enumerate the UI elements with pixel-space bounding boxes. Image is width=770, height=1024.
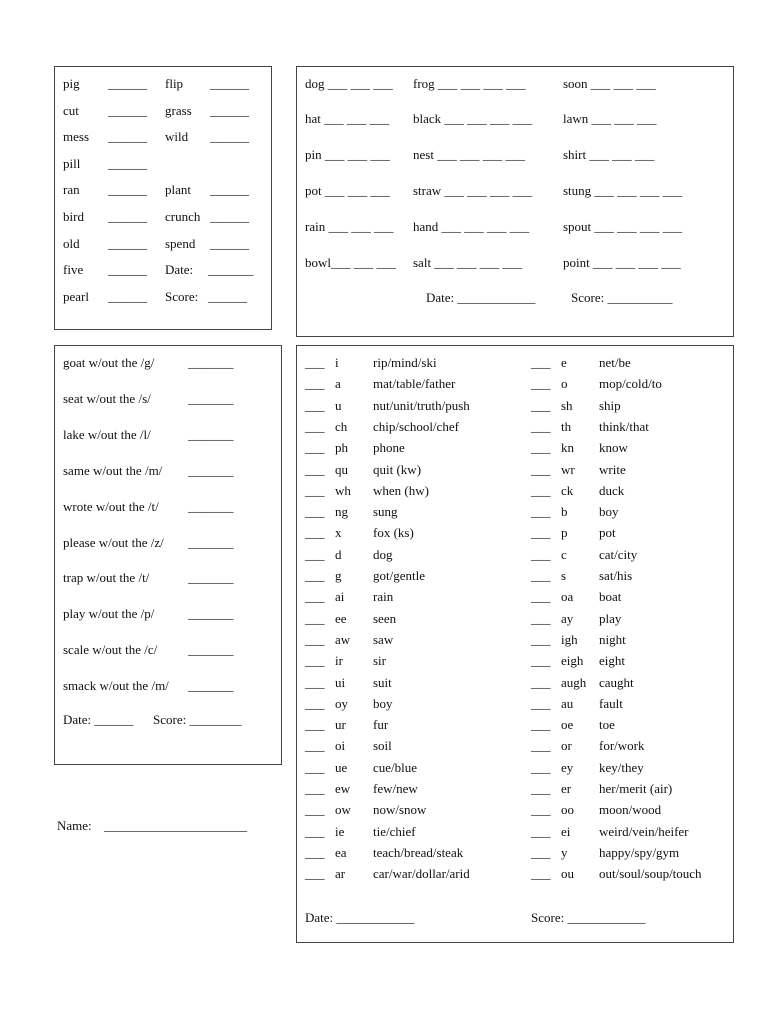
word-list-blank: ______: [108, 129, 147, 144]
phonics-blank: ___: [305, 398, 325, 413]
segment-item: pin ___ ___ ___: [305, 147, 390, 162]
segment-item: hand ___ ___ ___ ___: [413, 219, 530, 234]
phonics-pattern: s: [561, 568, 567, 583]
phonics-blank: ___: [531, 355, 551, 370]
phonics-blank: ___: [305, 632, 325, 647]
deletion-prompt: please w/out the /z/: [63, 535, 164, 550]
phonics-pattern: p: [561, 525, 568, 540]
phonics-blank: ___: [305, 675, 325, 690]
phonics-blank: ___: [531, 504, 551, 519]
phonics-pattern: ph: [335, 440, 348, 455]
phonics-pattern: ew: [335, 781, 351, 796]
deletion-prompt: lake w/out the /l/: [63, 427, 151, 442]
phonics-examples: boat: [599, 589, 622, 604]
phonics-examples: dog: [373, 547, 393, 562]
phonics-examples: car/war/dollar/arid: [373, 866, 470, 881]
phonics-blank: ___: [531, 462, 551, 477]
phonics-blank: ___: [531, 611, 551, 626]
deletion-blank: _______: [188, 427, 234, 442]
deletion-score: Score: ________: [153, 712, 242, 727]
name-label: Name:: [57, 818, 92, 833]
phonics-blank: ___: [305, 802, 325, 817]
segment-item: salt ___ ___ ___ ___: [413, 255, 523, 270]
phonics-examples: fur: [373, 717, 389, 732]
segment-item: straw ___ ___ ___ ___: [413, 183, 533, 198]
phonics-examples: cat/city: [599, 547, 638, 562]
phonics-examples: toe: [599, 717, 615, 732]
word-list-word: plant: [165, 182, 191, 197]
phonics-pattern: wr: [561, 462, 575, 477]
phonics-examples: moon/wood: [599, 802, 662, 817]
deletion-box: [54, 345, 282, 765]
phonics-pattern: oo: [561, 802, 574, 817]
phonics-pattern: oa: [561, 589, 574, 604]
phonics-blank: ___: [531, 696, 551, 711]
phonics-blank: ___: [305, 525, 325, 540]
phonics-pattern: ui: [335, 675, 346, 690]
phonics-blank: ___: [531, 398, 551, 413]
word-list-word: pig: [63, 76, 80, 91]
word-list-blank: ______: [210, 182, 249, 197]
segment-item: stung ___ ___ ___ ___: [563, 183, 683, 198]
phonics-blank: ___: [305, 653, 325, 668]
phonics-examples: net/be: [599, 355, 631, 370]
phonics-blank: ___: [305, 440, 325, 455]
phonics-examples: quit (kw): [373, 462, 422, 477]
word-list-blank: ______: [208, 289, 247, 304]
segment-item: spout ___ ___ ___ ___: [563, 219, 683, 234]
phonics-examples: ship: [599, 398, 621, 413]
word-list-blank: ______: [210, 129, 249, 144]
deletion-prompt: goat w/out the /g/: [63, 355, 155, 370]
phonics-examples: sat/his: [599, 568, 633, 583]
deletion-prompt: same w/out the /m/: [63, 463, 163, 478]
phonics-blank: ___: [305, 462, 325, 477]
phonics-pattern: ng: [335, 504, 348, 519]
deletion-prompt: trap w/out the /t/: [63, 570, 150, 585]
phonics-examples: seen: [373, 611, 397, 626]
phonics-examples: play: [599, 611, 622, 626]
deletion-blank: _______: [188, 391, 234, 406]
deletion-blank: _______: [188, 678, 234, 693]
phonics-blank: ___: [305, 419, 325, 434]
word-list-blank: ______: [108, 76, 147, 91]
phonics-pattern: oi: [335, 738, 346, 753]
phonics-blank: ___: [531, 717, 551, 732]
phonics-blank: ___: [531, 675, 551, 690]
phonics-blank: ___: [531, 781, 551, 796]
segment-item: nest ___ ___ ___ ___: [413, 147, 525, 162]
word-list-blank: ______: [108, 103, 147, 118]
name-blank: ______________________: [104, 818, 247, 833]
segment-item: frog ___ ___ ___ ___: [413, 76, 526, 91]
word-list-blank: ______: [108, 156, 147, 171]
phonics-pattern: aw: [335, 632, 351, 647]
deletion-prompt: smack w/out the /m/: [63, 678, 169, 693]
phonics-examples: pot: [599, 525, 616, 540]
phonics-blank: ___: [531, 483, 551, 498]
segment-item: point ___ ___ ___ ___: [563, 255, 681, 270]
segment-item: black ___ ___ ___ ___: [413, 111, 533, 126]
segment-item: shirt ___ ___ ___: [563, 147, 655, 162]
phonics-blank: ___: [305, 824, 325, 839]
phonics-pattern: oe: [561, 717, 574, 732]
phonics-pattern: ue: [335, 760, 348, 775]
word-list-word: crunch: [165, 209, 201, 224]
phonics-pattern: sh: [561, 398, 573, 413]
phonics-pattern: o: [561, 376, 568, 391]
phonics-pattern: ar: [335, 866, 346, 881]
deletion-prompt: scale w/out the /c/: [63, 642, 158, 657]
phonics-examples: sung: [373, 504, 398, 519]
phonics-pattern: ei: [561, 824, 571, 839]
phonics-examples: chip/school/chef: [373, 419, 459, 434]
phonics-pattern: ea: [335, 845, 347, 860]
phonics-pattern: ou: [561, 866, 574, 881]
word-list-word: ran: [63, 182, 80, 197]
phonics-examples: know: [599, 440, 628, 455]
phonics-blank: ___: [305, 611, 325, 626]
phonics-examples: few/new: [373, 781, 418, 796]
segment-score: Score: __________: [571, 290, 673, 305]
phonics-pattern: e: [561, 355, 567, 370]
phonics-blank: ___: [305, 589, 325, 604]
phonics-pattern: ur: [335, 717, 346, 732]
phonics-pattern: y: [561, 845, 568, 860]
phonics-pattern: u: [335, 398, 342, 413]
phonics-blank: ___: [531, 824, 551, 839]
deletion-blank: _______: [188, 606, 234, 621]
segment-item: rain ___ ___ ___: [305, 219, 394, 234]
phonics-pattern: or: [561, 738, 572, 753]
phonics-blank: ___: [531, 525, 551, 540]
phonics-examples: for/work: [599, 738, 645, 753]
word-list-word: mess: [63, 129, 89, 144]
phonics-pattern: ay: [561, 611, 574, 626]
phonics-blank: ___: [531, 440, 551, 455]
word-list-word: old: [63, 236, 80, 251]
phonics-pattern: i: [335, 355, 339, 370]
phonics-blank: ___: [531, 547, 551, 562]
phonics-pattern: ai: [335, 589, 345, 604]
word-list-blank: ______: [210, 76, 249, 91]
deletion-blank: _______: [188, 463, 234, 478]
phonics-blank: ___: [305, 781, 325, 796]
phonics-examples: got/gentle: [373, 568, 425, 583]
phonics-examples: eight: [599, 653, 625, 668]
deletion-blank: _______: [188, 570, 234, 585]
phonics-blank: ___: [305, 568, 325, 583]
word-list-blank: ______: [210, 236, 249, 251]
segment-item: hat ___ ___ ___: [305, 111, 390, 126]
deletion-blank: _______: [188, 642, 234, 657]
segment-item: soon ___ ___ ___: [563, 76, 656, 91]
word-list-word: pearl: [63, 289, 89, 304]
phonics-blank: ___: [531, 760, 551, 775]
phonics-blank: ___: [305, 866, 325, 881]
phonics-pattern: augh: [561, 675, 587, 690]
phonics-examples: mop/cold/to: [599, 376, 662, 391]
phonics-pattern: ir: [335, 653, 343, 668]
phonics-blank: ___: [305, 696, 325, 711]
phonics-examples: sir: [373, 653, 386, 668]
phonics-examples: suit: [373, 675, 392, 690]
word-list-blank: ______: [108, 262, 147, 277]
phonics-blank: ___: [305, 845, 325, 860]
phonics-pattern: th: [561, 419, 572, 434]
phonics-pattern: ch: [335, 419, 348, 434]
phonics-pattern: x: [335, 525, 342, 540]
phonics-pattern: d: [335, 547, 342, 562]
word-list-word: Score:: [165, 289, 199, 304]
deletion-blank: _______: [188, 355, 234, 370]
phonics-examples: write: [599, 462, 626, 477]
phonics-examples: key/they: [599, 760, 644, 775]
phonics-examples: fault: [599, 696, 623, 711]
phonics-pattern: a: [335, 376, 341, 391]
word-list-word: wild: [165, 129, 189, 144]
phonics-examples: rip/mind/ski: [373, 355, 437, 370]
word-list-word: Date:: [165, 262, 194, 277]
phonics-examples: weird/vein/heifer: [599, 824, 689, 839]
phonics-blank: ___: [305, 483, 325, 498]
phonics-examples: duck: [599, 483, 625, 498]
word-list-word: flip: [165, 76, 184, 91]
deletion-prompt: seat w/out the /s/: [63, 391, 151, 406]
phonics-pattern: g: [335, 568, 342, 583]
phonics-blank: ___: [531, 802, 551, 817]
phonics-blank: ___: [305, 738, 325, 753]
phonics-examples: cue/blue: [373, 760, 418, 775]
phonics-pattern: er: [561, 781, 572, 796]
phonics-examples: night: [599, 632, 626, 647]
phonics-examples: nut/unit/truth/push: [373, 398, 470, 413]
phonics-pattern: kn: [561, 440, 574, 455]
phonics-examples: fox (ks): [373, 525, 414, 540]
phonics-pattern: b: [561, 504, 568, 519]
word-list-blank: ______: [108, 182, 147, 197]
phonics-pattern: c: [561, 547, 567, 562]
phonics-examples: out/soul/soup/touch: [599, 866, 702, 881]
phonics-pattern: oy: [335, 696, 348, 711]
word-list-blank: ______: [108, 209, 147, 224]
phonics-examples: happy/spy/gym: [599, 845, 680, 860]
segment-item: pot ___ ___ ___: [305, 183, 390, 198]
phonics-blank: ___: [531, 653, 551, 668]
phonics-examples: her/merit (air): [599, 781, 673, 796]
phonics-blank: ___: [305, 717, 325, 732]
phonics-pattern: qu: [335, 462, 348, 477]
phonics-blank: ___: [305, 355, 325, 370]
word-list-word: grass: [165, 103, 192, 118]
phonics-blank: ___: [305, 376, 325, 391]
deletion-prompt: play w/out the /p/: [63, 606, 155, 621]
word-list-blank: ______: [108, 236, 147, 251]
phonics-pattern: ck: [561, 483, 574, 498]
phonics-examples: tie/chief: [373, 824, 416, 839]
deletion-blank: _______: [188, 499, 234, 514]
phonics-pattern: ey: [561, 760, 574, 775]
phonics-examples: soil: [373, 738, 392, 753]
phonics-blank: ___: [531, 738, 551, 753]
phonics-examples: now/snow: [373, 802, 427, 817]
phonics-pattern: igh: [561, 632, 578, 647]
phonics-examples: caught: [599, 675, 634, 690]
phonics-examples: rain: [373, 589, 394, 604]
segment-item: bowl___ ___ ___: [305, 255, 396, 270]
word-list-word: pill: [63, 156, 81, 171]
phonics-blank: ___: [305, 547, 325, 562]
phonics-blank: ___: [531, 568, 551, 583]
word-list-word: spend: [165, 236, 196, 251]
phonics-pattern: ee: [335, 611, 347, 626]
phonics-examples: phone: [373, 440, 405, 455]
phonics-date: Date: ____________: [305, 910, 415, 925]
word-list-word: five: [63, 262, 84, 277]
phonics-score: Score: ____________: [531, 910, 646, 925]
word-list-word: cut: [63, 103, 79, 118]
word-list-blank: ______: [210, 209, 249, 224]
phonics-pattern: ow: [335, 802, 351, 817]
deletion-blank: _______: [188, 535, 234, 550]
segment-date: Date: ____________: [426, 290, 536, 305]
segment-item: dog ___ ___ ___: [305, 76, 393, 91]
word-list-blank: _______: [208, 262, 254, 277]
phonics-examples: boy: [599, 504, 619, 519]
deletion-prompt: wrote w/out the /t/: [63, 499, 159, 514]
phonics-examples: when (hw): [373, 483, 429, 498]
segment-item: lawn ___ ___ ___: [563, 111, 657, 126]
phonics-blank: ___: [531, 589, 551, 604]
phonics-blank: ___: [305, 760, 325, 775]
phonics-blank: ___: [531, 632, 551, 647]
phonics-examples: teach/bread/steak: [373, 845, 464, 860]
deletion-date: Date: ______: [63, 712, 134, 727]
word-list-blank: ______: [108, 289, 147, 304]
phonics-examples: mat/table/father: [373, 376, 456, 391]
phonics-blank: ___: [531, 376, 551, 391]
phonics-blank: ___: [305, 504, 325, 519]
phonics-pattern: au: [561, 696, 574, 711]
phonics-blank: ___: [531, 845, 551, 860]
phonics-examples: saw: [373, 632, 394, 647]
phonics-pattern: eigh: [561, 653, 584, 668]
word-list-word: bird: [63, 209, 84, 224]
phonics-examples: think/that: [599, 419, 649, 434]
phonics-examples: boy: [373, 696, 393, 711]
phonics-blank: ___: [531, 866, 551, 881]
phonics-pattern: ie: [335, 824, 345, 839]
word-list-blank: ______: [210, 103, 249, 118]
phonics-blank: ___: [531, 419, 551, 434]
phonics-pattern: wh: [335, 483, 351, 498]
